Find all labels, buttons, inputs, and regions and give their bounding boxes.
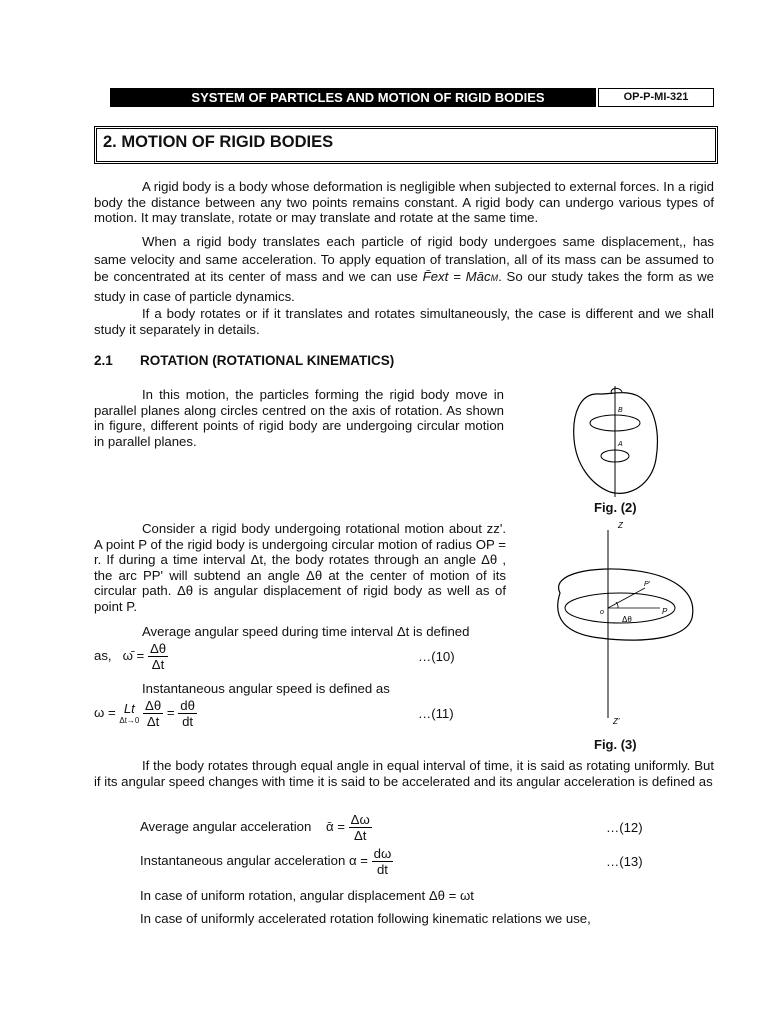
- equation-12-number: …(12): [606, 820, 643, 835]
- paragraph-translation: When a rigid body translates each particle of rigid body undergoes same displacement,, has same velocity and same acceleration. To apply equation of translation, all of its mass can be assumed to be concentrated at its center of mass and we can use F̄ext = MācM. So our study takes the form as we study in case of particle dynamics.: [94, 234, 714, 304]
- figure-3-rotation-axis: [540, 518, 700, 736]
- equation-10-number: …(10): [418, 649, 455, 664]
- paragraph-instantaneous-speed: Instantaneous angular speed is defined as: [142, 681, 390, 696]
- fig3-z-top: Z: [618, 521, 623, 530]
- paragraph-average-speed: Average angular speed during time interval Δt is defined: [142, 624, 470, 639]
- figure-2-rigid-body: [560, 384, 670, 499]
- equation-11-number: …(11): [418, 706, 454, 721]
- force-formula: F̄ext = Māc: [422, 269, 491, 284]
- equation-11: ω = Lt Δt→0 $\frac{\Delta\theta}{\Delta t}$ = $\frac{d\theta}{dt}$: [94, 698, 195, 729]
- fig3-point-p: P: [662, 607, 668, 616]
- fig3-angle: Δθ: [622, 615, 632, 624]
- paragraph-uniform-rotation: In case of uniform rotation, angular displacement Δθ = ωt: [140, 888, 474, 903]
- paragraph-intro: A rigid body is a body whose deformation is negligible when subjected to external forces. In a rigid body the distance between any two points remains constant. A rigid body can undergo various types of motion. It may translate, rotate or may translate and rotate at the same time.: [94, 179, 714, 226]
- fig3-origin: o: [600, 609, 604, 616]
- equation-12: Average angular acceleration ᾱ = $\frac{\Delta\omega}{\Delta t}$: [140, 812, 370, 843]
- section-title: ROTATION (ROTATIONAL KINEMATICS): [140, 353, 395, 368]
- fig3-z-bottom: Z': [613, 717, 620, 726]
- chapter-title: 2. MOTION OF RIGID BODIES: [103, 133, 334, 151]
- header-title: SYSTEM OF PARTICLES AND MOTION OF RIGID BODIES: [191, 90, 545, 105]
- paragraph-rotation-intro: If a body rotates or if it translates and rotates simultaneously, the case is different and we shall study it separately in details.: [94, 306, 714, 337]
- fig2-label-b: B: [618, 407, 623, 414]
- paragraph-uniformly-accelerated: In case of uniformly accelerated rotation following kinematic relations we use,: [140, 911, 591, 926]
- paragraph-translation-text: When a rigid body translates each particle of rigid body undergoes same displacement,, has same velocity and same acceleration. To apply equation of translation, all of its mass can be assumed to be concentrated at its center of mass and we can use: [94, 234, 714, 284]
- equation-13-number: …(13): [606, 854, 643, 869]
- document-code: OP-P-MI-321: [598, 88, 714, 107]
- fig3-point-p1: P': [644, 581, 651, 588]
- section-number: 2.1: [94, 353, 113, 368]
- figure-2-caption: Fig. (2): [594, 500, 637, 515]
- paragraph-rotation-angle: Consider a rigid body undergoing rotational motion about zz'. A point P of the rigid body is undergoing circular motion of radius OP = r. If during a time interval Δt, the body rotates through an angle Δθ , the arc PP' will subtend an angle Δθ at the center of motion of its circular path. Δθ is angular displacement of rigid body as well as of point P.: [94, 521, 506, 614]
- equation-13: Instantaneous angular acceleration α = $\frac{d\omega}{dt}$: [140, 846, 392, 877]
- chapter-title-box: [94, 126, 718, 164]
- figure-3-caption: Fig. (3): [594, 737, 637, 752]
- fig2-label-a: A: [618, 441, 623, 448]
- paragraph-angular-acceleration: If the body rotates through equal angle in equal interval of time, it is said as rotating uniformly. But if its angular speed changes with time it is said to be accelerated and its angular acceleration is defined as: [94, 758, 714, 789]
- paragraph-translation-end: . So our study takes the form as we study in case of particle dynamics.: [94, 269, 714, 304]
- paragraph-rotation-motion: In this motion, the particles forming the rigid body move in parallel planes along circles centred on the axis of rotation. As shown in figure, different points of rigid body are undergoing circular motion in parallel planes.: [94, 387, 504, 449]
- header-title-bar: [110, 88, 596, 107]
- equation-10: as, ω̄ = $\frac{\Delta\theta}{\Delta t}$: [94, 641, 167, 672]
